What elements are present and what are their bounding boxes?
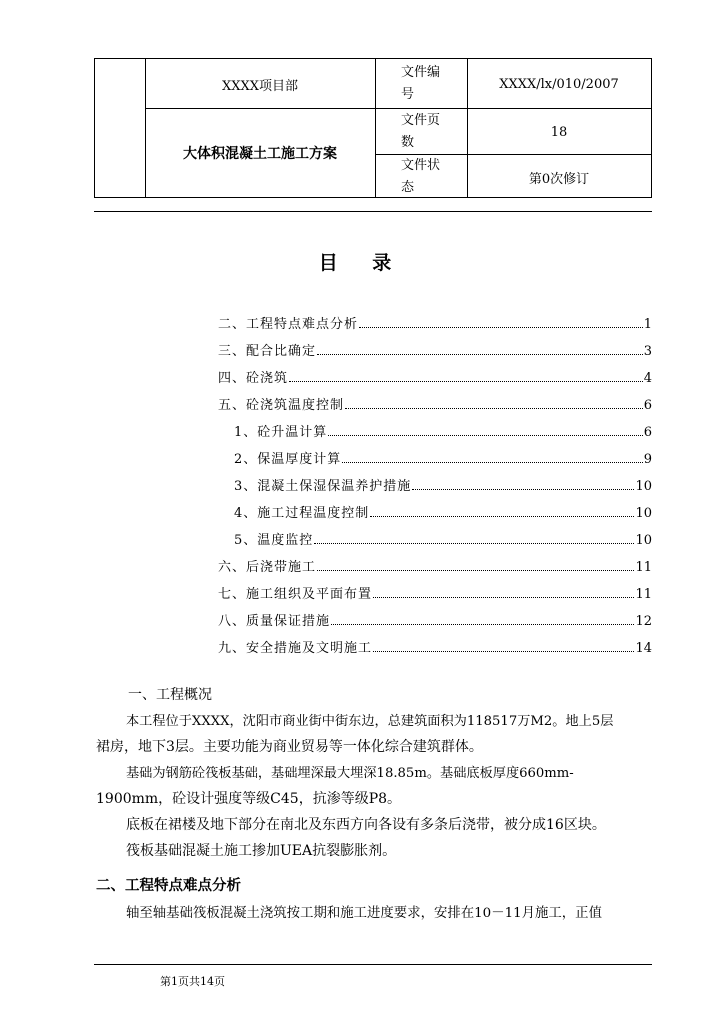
toc-leader bbox=[331, 624, 634, 625]
toc-leader bbox=[317, 354, 643, 355]
paragraph-line: 1900mm，砼设计强度等级C45，抗渗等级P8。 bbox=[96, 791, 402, 807]
file-number-label: 文件编号 bbox=[401, 65, 441, 102]
toc-item-page: 1 bbox=[643, 317, 652, 332]
toc-item-label: 2、保温厚度计算 bbox=[234, 452, 342, 467]
toc-item[interactable] bbox=[218, 393, 652, 413]
toc-item[interactable] bbox=[218, 366, 652, 386]
file-pages-label-cell bbox=[375, 109, 467, 155]
toc-title: 目 录 bbox=[318, 252, 406, 274]
toc-item-label: 八、质量保证措施 bbox=[218, 614, 331, 629]
toc-item-page: 6 bbox=[643, 425, 652, 440]
toc-item[interactable] bbox=[234, 528, 652, 548]
paragraph-line: 筏板基础混凝土施工掺加UEA抗裂膨胀剂。 bbox=[126, 843, 397, 859]
file-pages-label: 文件页数 bbox=[401, 113, 441, 150]
toc-item-label: 4、施工过程温度控制 bbox=[234, 506, 370, 521]
toc-leader bbox=[328, 435, 642, 436]
toc-item-page: 4 bbox=[643, 371, 652, 386]
toc-item-label: 七、施工组织及平面布置 bbox=[218, 587, 373, 602]
toc-item-page: 10 bbox=[635, 479, 652, 494]
toc-item-label: 五、砼浇筑温度控制 bbox=[218, 398, 345, 413]
toc-item-label: 1、砼升温计算 bbox=[234, 425, 328, 440]
file-status-value: 第0次修订 bbox=[528, 171, 590, 187]
toc-item-label: 四、砼浇筑 bbox=[218, 371, 289, 386]
section-heading-overview: 一、工程概况 bbox=[128, 687, 212, 703]
file-status-label: 文件状态 bbox=[401, 158, 441, 195]
paragraph-line: 底板在裙楼及地下部分在南北及东西方向各设有多条后浇带，被分成16区块。 bbox=[126, 817, 606, 833]
footer-rule bbox=[94, 964, 652, 965]
toc-item-label: 九、安全措施及文明施工 bbox=[218, 641, 373, 656]
toc-leader bbox=[317, 570, 634, 571]
file-pages-value: 18 bbox=[550, 124, 568, 140]
toc-item-label: 三、配合比确定 bbox=[218, 344, 317, 359]
toc-item-page: 14 bbox=[635, 641, 652, 656]
toc-leader bbox=[370, 516, 634, 517]
file-number-label-cell bbox=[375, 59, 467, 109]
paragraph-line: 裙房，地下3层。主要功能为商业贸易等一体化综合建筑群体。 bbox=[96, 739, 483, 755]
toc-item[interactable] bbox=[218, 582, 652, 602]
toc-item[interactable] bbox=[218, 636, 652, 656]
toc-item[interactable] bbox=[234, 501, 652, 521]
department-name: XXXX项目部 bbox=[221, 78, 299, 94]
toc-item-page: 12 bbox=[635, 614, 652, 629]
toc-item[interactable] bbox=[218, 555, 652, 575]
toc-item[interactable] bbox=[218, 609, 652, 629]
paragraph-line: 基础为钢筋砼筏板基础，基础埋深最大埋深18.85m。基础底板厚度660mm- bbox=[126, 766, 574, 781]
paragraph-line: 本工程位于XXXX，沈阳市商业街中街东边，总建筑面积为118517万M2。地上5层 bbox=[126, 714, 614, 729]
toc-item-page: 3 bbox=[643, 344, 652, 359]
toc-item[interactable] bbox=[218, 339, 652, 359]
toc-item[interactable] bbox=[234, 474, 652, 494]
toc-item[interactable] bbox=[218, 312, 652, 332]
toc-item-page: 10 bbox=[635, 506, 652, 521]
toc-item-label: 六、后浇带施工 bbox=[218, 560, 317, 575]
paragraph-line: 轴至轴基础筏板混凝土浇筑按工期和施工进度要求，安排在10－11月施工，正值 bbox=[126, 906, 602, 921]
toc-item[interactable] bbox=[234, 447, 652, 467]
file-number-value: XXXX/lx/010/2007 bbox=[499, 76, 619, 92]
section-heading-analysis: 二、工程特点难点分析 bbox=[96, 878, 241, 894]
toc-item[interactable] bbox=[234, 420, 652, 440]
toc-leader bbox=[289, 381, 643, 382]
toc-leader bbox=[412, 489, 634, 490]
document-header-table bbox=[94, 58, 652, 198]
toc-item-page: 9 bbox=[643, 452, 652, 467]
toc-leader bbox=[345, 408, 643, 409]
toc-item-page: 10 bbox=[635, 533, 652, 548]
toc-leader bbox=[373, 597, 634, 598]
toc-item-label: 5、温度监控 bbox=[234, 533, 314, 548]
toc-leader bbox=[314, 543, 634, 544]
toc-leader bbox=[373, 651, 634, 652]
toc-item-page: 6 bbox=[643, 398, 652, 413]
document-title: 大体积混凝土工施工方案 bbox=[183, 146, 337, 162]
header-rule bbox=[94, 211, 652, 212]
file-status-label-cell bbox=[375, 155, 467, 199]
toc-leader bbox=[359, 327, 643, 328]
toc-leader bbox=[342, 462, 642, 463]
toc-item-label: 二、工程特点难点分析 bbox=[218, 317, 359, 332]
toc-item-page: 11 bbox=[635, 560, 652, 575]
page-number: 第1页共14页 bbox=[160, 975, 225, 988]
toc-item-page: 11 bbox=[635, 587, 652, 602]
toc-item-label: 3、混凝土保湿保温养护措施 bbox=[234, 479, 412, 494]
